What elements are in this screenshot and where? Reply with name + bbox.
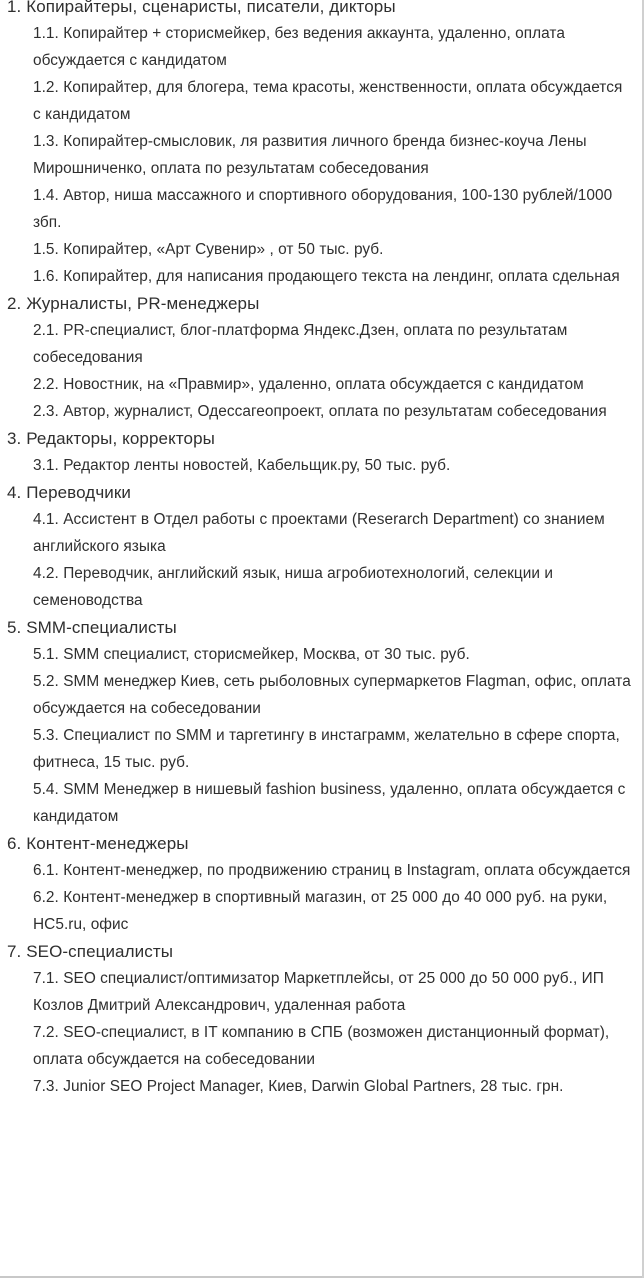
item-list [7, 506, 634, 614]
list-item: 2.2. Новостник, на «Правмир», удаленно, оплата обсуждается с кандидатом [33, 376, 584, 393]
list-item: 7.2. SEO-специалист, в IT компанию в СПБ (возможен дистанционный формат), оплата обсуждается на собеседовании [33, 1024, 610, 1068]
list-item: 5.1. SMM специалист, сторисмейкер, Москва, от 30 тыс. руб. [33, 646, 470, 663]
section-copywriters [7, 0, 634, 290]
item-list [7, 965, 634, 1100]
section-smm [7, 614, 634, 830]
list-item: 1.3. Копирайтер-смысловик, ля развития личного бренда бизнес-коуча Лены Мирошниченко, оплата по результатам собеседования [33, 133, 587, 177]
section-title: 5. SMM-специалисты [7, 618, 177, 637]
section-journalists [7, 290, 634, 425]
section-title: 7. SEO-специалисты [7, 942, 174, 961]
list-item: 1.1. Копирайтер + сторисмейкер, без ведения аккаунта, удаленно, оплата обсуждается с кандидатом [33, 25, 565, 69]
list-item: 6.1. Контент-менеджер, по продвижению страниц в Instagram, оплата обсуждается [33, 862, 631, 879]
item-list [7, 641, 634, 830]
section-title: 2. Журналисты, PR-менеджеры [7, 294, 260, 313]
frame-bottom-border [0, 1276, 644, 1278]
section-translators [7, 479, 634, 614]
list-item: 1.6. Копирайтер, для написания продающего текста на лендинг, оплата сдельная [33, 268, 620, 285]
section-title: 3. Редакторы, корректоры [7, 429, 215, 448]
list-item: 5.2. SMM менеджер Киев, сеть рыболовных супермаркетов Flagman, офис, оплата обсуждается на собеседовании [33, 673, 631, 717]
list-item: 1.4. Автор, ниша массажного и спортивного оборудования, 100-130 рублей/1000 збп. [33, 187, 613, 231]
section-seo [7, 938, 634, 1100]
list-item: 5.4. SMM Менеджер в нишевый fashion business, удаленно, оплата обсуждается с кандидатом [33, 781, 626, 825]
section-content-managers [7, 830, 634, 938]
section-title: 6. Контент-менеджеры [7, 834, 189, 853]
section-editors [7, 425, 634, 479]
list-item: 4.1. Ассистент в Отдел работы с проектами (Reserarch Department) со знанием английского языка [33, 511, 605, 555]
item-list [7, 857, 634, 938]
list-item: 1.2. Копирайтер, для блогера, тема красоты, женственности, оплата обсуждается с кандидатом [33, 79, 623, 123]
section-title: 4. Переводчики [7, 483, 132, 502]
item-list [7, 20, 634, 290]
list-item: 1.5. Копирайтер, «Арт Сувенир» , от 50 тыс. руб. [33, 241, 384, 258]
list-item: 3.1. Редактор ленты новостей, Кабельщик.ру, 50 тыс. руб. [33, 457, 451, 474]
list-item: 4.2. Переводчик, английский язык, ниша агробиотехнологий, селекции и семеноводства [33, 565, 554, 609]
item-list [7, 452, 634, 479]
item-list [7, 317, 634, 425]
list-item: 7.3. Junior SEO Project Manager, Киев, Darwin Global Partners, 28 тыс. грн. [33, 1078, 564, 1095]
list-item: 2.1. PR-специалист, блог-платформа Яндекс.Дзен, оплата по результатам собеседования [33, 322, 568, 366]
list-item: 6.2. Контент-менеджер в спортивный магазин, от 25 000 до 40 000 руб. на руки, HC5.ru, офис [33, 889, 608, 933]
list-item: 2.3. Автор, журналист, Одессагеопроект, оплата по результатам собеседования [33, 403, 607, 420]
section-title: 1. Копирайтеры, сценаристы, писатели, дикторы [7, 0, 396, 16]
list-item: 5.3. Специалист по SMM и таргетингу в инстаграмм, желательно в сфере спорта, фитнеса, 15 тыс. руб. [33, 727, 620, 771]
list-item: 7.1. SEO специалист/оптимизатор Маркетплейсы, от 25 000 до 50 000 руб., ИП Козлов Дмитрий Александрович, удаленная работа [33, 970, 604, 1014]
